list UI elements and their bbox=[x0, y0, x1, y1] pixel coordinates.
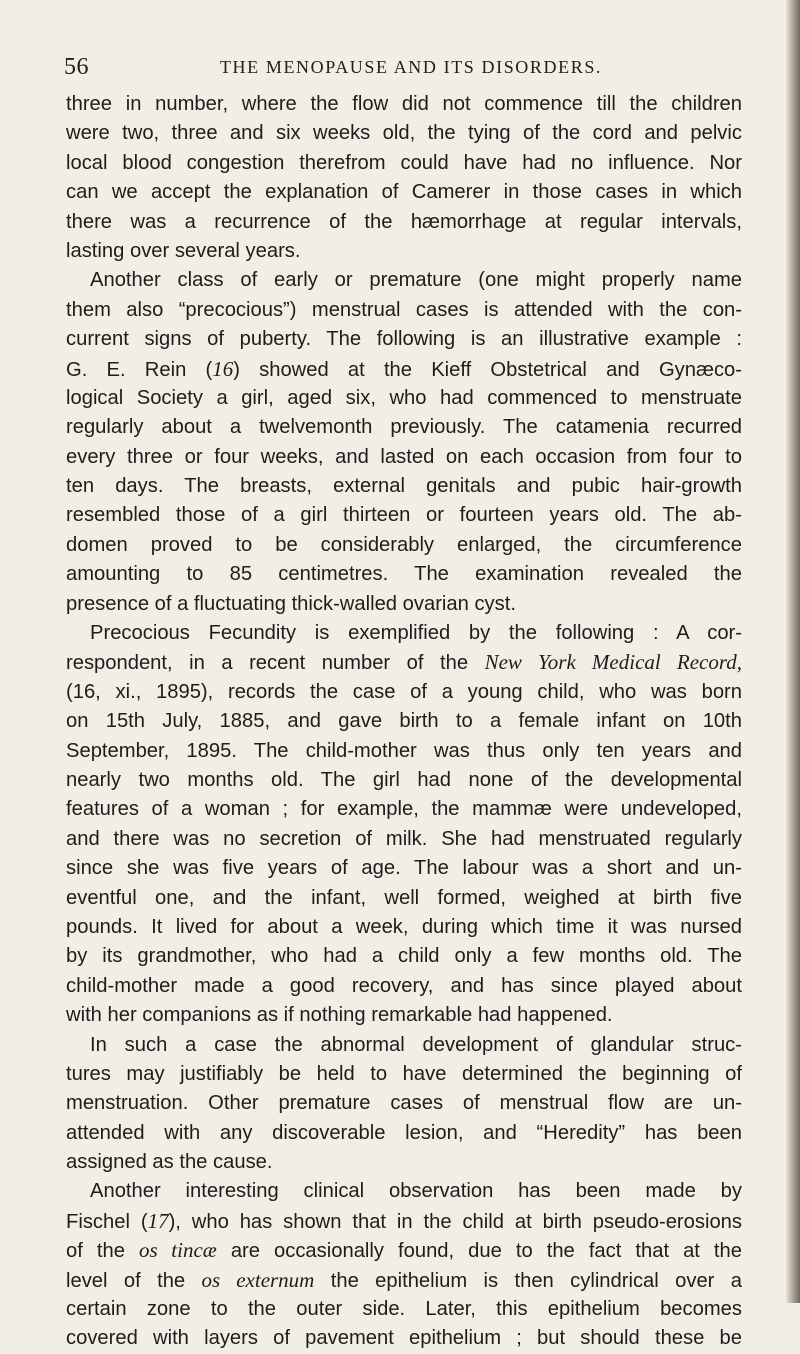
text-line: (16, xi., 1895), records the case of a young child, who was born bbox=[66, 680, 742, 703]
text-line: respondent, in a recent number of the New York Medical Record, bbox=[66, 650, 742, 675]
text-line: domen proved to be considerably enlarged, the circumference bbox=[66, 533, 742, 556]
text-line: presence of a fluctuating thick-walled ovarian cyst. bbox=[66, 592, 516, 615]
text-line: there was a recurrence of the hæmorrhage at regular intervals, bbox=[66, 210, 742, 233]
text-line: and there was no secretion of milk. She had menstruated regularly bbox=[66, 827, 742, 850]
citation-italic: 17 bbox=[147, 1208, 169, 1233]
latin-term-italic: os externum bbox=[201, 1267, 315, 1292]
text-line: every three or four weeks, and lasted on each occasion from four to bbox=[66, 445, 742, 468]
text-line: ten days. The breasts, external genitals and pubic hair-growth bbox=[66, 475, 742, 498]
text-line: can we accept the explanation of Camerer in those cases in which bbox=[66, 181, 742, 204]
text-line: features of a woman ; for example, the mammæ were undeveloped, bbox=[66, 798, 742, 821]
text-line: In such a case the abnormal development of glandular struc- bbox=[90, 1033, 742, 1056]
text-line: since she was five years of age. The labour was a short and un- bbox=[66, 857, 742, 880]
text-line: were two, three and six weeks old, the tying of the cord and pelvic bbox=[66, 122, 742, 145]
running-title: THE MENOPAUSE AND ITS DISORDERS. bbox=[219, 57, 603, 77]
text-line: covered with layers of pavement epithelium ; but should these be bbox=[66, 1327, 742, 1350]
text-line: amounting to 85 centimetres. The examination revealed the bbox=[66, 563, 742, 586]
text-line: local blood congestion therefrom could have had no influence. Nor bbox=[66, 151, 742, 174]
text-line: pounds. It lived for about a week, during which time it was nursed bbox=[66, 915, 742, 938]
text-line: level of the os externum the epithelium is then cylindrical over a bbox=[66, 1267, 743, 1292]
text-line: of the os tincæ are occasionally found, due to the fact that at the bbox=[66, 1238, 742, 1263]
text-line: child-mother made a good recovery, and has since played about bbox=[66, 974, 742, 997]
text-line: by its grandmother, who had a child only a few months old. The bbox=[66, 945, 742, 968]
page-edge-shadow bbox=[786, 0, 800, 1303]
text-line: logical Society a girl, aged six, who had commenced to menstruate bbox=[66, 386, 742, 409]
text-line: regularly about a twelvemonth previously. The catamenia recurred bbox=[66, 416, 742, 439]
text-line: Precocious Fecundity is exemplified by the following : A cor- bbox=[90, 622, 742, 645]
text-line: Fischel (17), who has shown that in the child at birth pseudo-erosions bbox=[66, 1208, 743, 1233]
text-line: menstruation. Other premature cases of menstrual flow are un- bbox=[66, 1092, 742, 1115]
text-line: nearly two months old. The girl had none of the developmental bbox=[66, 768, 742, 791]
text-line: G. E. Rein (16) showed at the Kieff Obstetrical and Gynæco- bbox=[66, 356, 742, 381]
text-line: lasting over several years. bbox=[66, 239, 301, 262]
page-header bbox=[64, 54, 734, 84]
page-number: 56 bbox=[64, 54, 89, 80]
text-line: Another class of early or premature (one might properly name bbox=[90, 269, 742, 292]
text-line: Another interesting clinical observation has been made by bbox=[90, 1180, 742, 1203]
text-line: them also “precocious”) menstrual cases is attended with the con- bbox=[66, 298, 742, 321]
text-line: with her companions as if nothing remarkable had happened. bbox=[66, 1004, 613, 1027]
text-line: tures may justifiably be held to have determined the beginning of bbox=[66, 1062, 742, 1085]
text-line: eventful one, and the infant, well formed, weighed at birth five bbox=[66, 886, 742, 909]
text-line: three in number, where the flow did not commence till the children bbox=[66, 93, 742, 115]
text-line: assigned as the cause. bbox=[66, 1151, 273, 1174]
citation-italic: 16 bbox=[212, 356, 234, 381]
body-text bbox=[66, 90, 742, 1354]
text-line: certain zone to the outer side. Later, this epithelium becomes bbox=[66, 1298, 742, 1321]
text-line: current signs of puberty. The following is an illustrative example : bbox=[66, 328, 742, 351]
text-line: attended with any discoverable lesion, and “Heredity” has been bbox=[66, 1121, 742, 1144]
journal-title-italic: New York Medical Record, bbox=[484, 650, 742, 675]
text-line: on 15th July, 1885, and gave birth to a female infant on 10th bbox=[66, 710, 742, 733]
text-line: resembled those of a girl thirteen or fourteen years old. The ab- bbox=[66, 504, 742, 527]
latin-term-italic: os tincæ bbox=[138, 1238, 217, 1263]
text-line: September, 1895. The child-mother was thus only ten years and bbox=[66, 739, 742, 762]
